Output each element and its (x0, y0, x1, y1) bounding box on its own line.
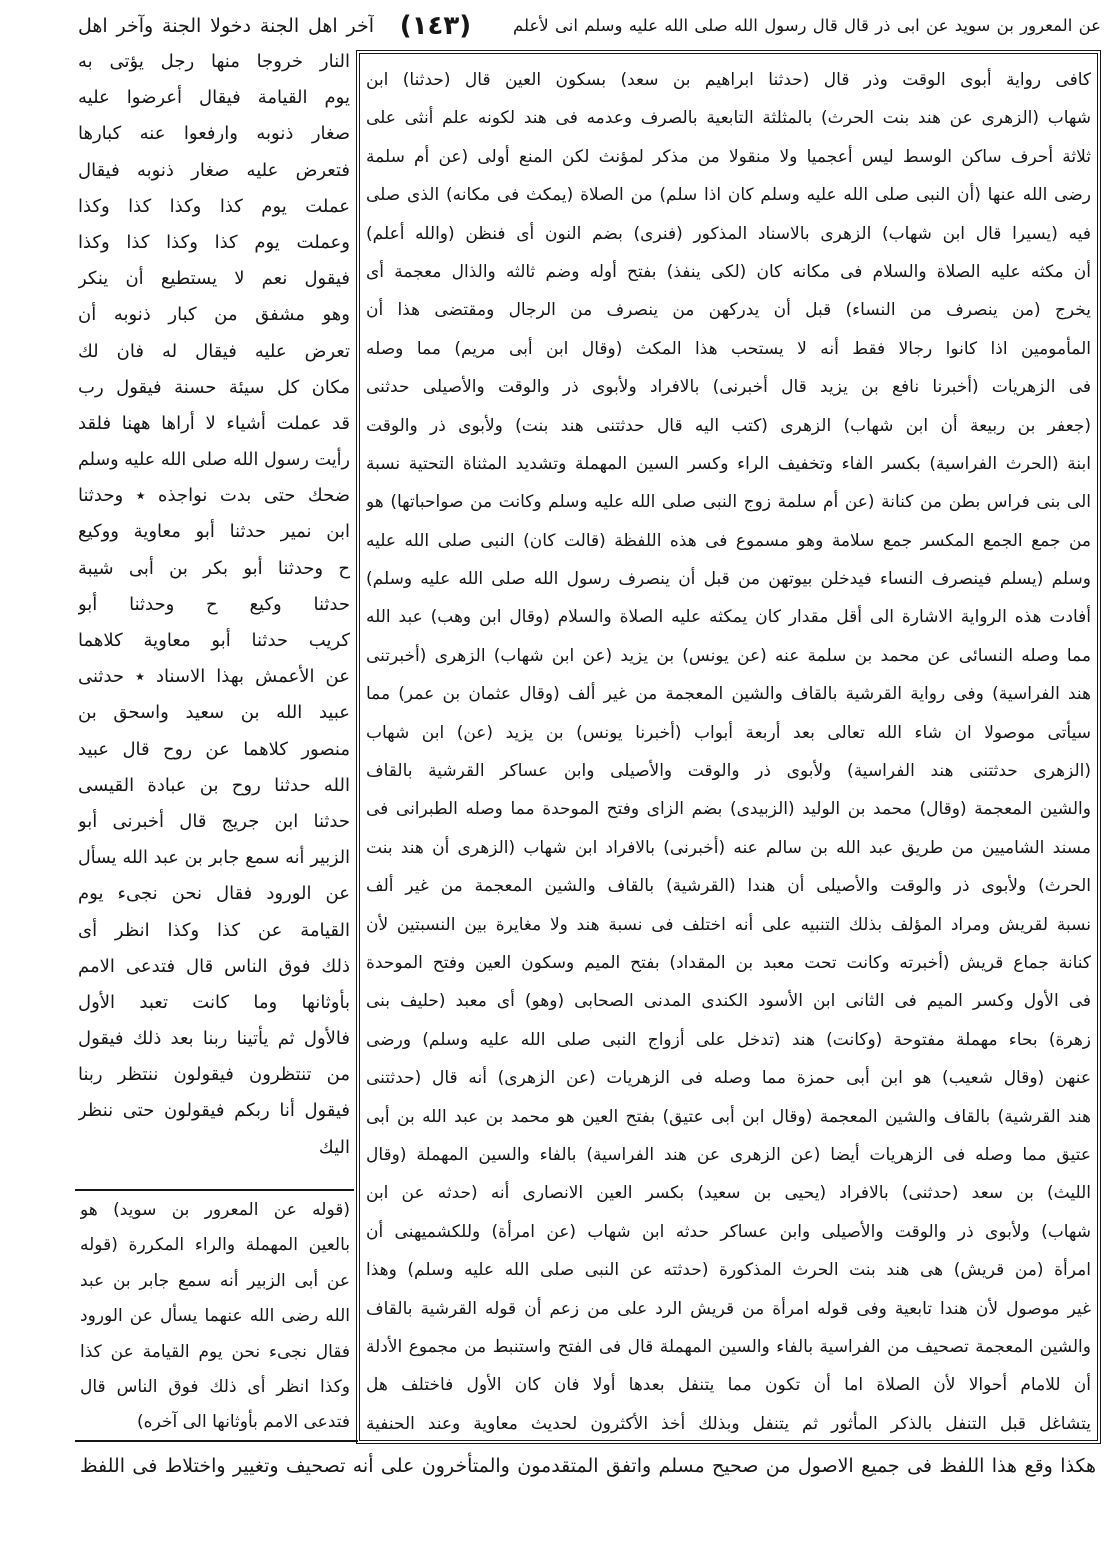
footnote-block (80, 1193, 350, 1441)
commentary-line: مما وصله النسائى عن محمد بن سلمة عنه (عن يونس) بن يزيد (عن ابن شهاب) الزهرى (أخبرتنى (366, 645, 1091, 666)
commentary-line: سيأتى موصولا ان شاء الله تعالى بعد أربعة أبواب (أخبرنا يونس) بن يزيد (عن) ابن شهاب (366, 722, 1091, 743)
hadith-line: اليك (318, 1136, 350, 1158)
commentary-line: والشين المعجمة (وقال) محمد بن الوليد (الزبيدى) بضم الزاى وفتح الموحدة مما وصله الطبرانى فى (366, 799, 1091, 820)
commentary-line: من جمع الجمع المكسر جمع سلامة وهو مسموع فى هذه اللفظة (قالت كان) النبى صلى الله عليه (366, 530, 1091, 551)
hadith-line: ضحك حتى بدت نواجذه ٭ وحدثنا (78, 485, 350, 507)
commentary-line: عتيق مما وصله فى الزهريات أيضا (عن الزهرى عن هند الفراسية) بالفاء والسين المهملة (وقال (366, 1144, 1091, 1165)
commentary-line: (الزهرى حدثتنى هند الفراسية) ولأبوى ذر والوقت والأصيلى وابن عساكر القرشية بالقاف (366, 761, 1091, 782)
commentary-line: يتشاغل قبل التنفل بالذكر المأثور ثم يتنفل وبذلك أخذ الأكثرون لحديث معاوية وعند الحنفية (366, 1413, 1091, 1434)
commentary-line: رضى الله عنها (أن النبى صلى الله عليه وسلم كان اذا سلم) من الصلاة (يمكث فى مكانه) الذى صلى (366, 185, 1091, 206)
footnote-line: فقال نجىء نحن يوم القيامة عن كذا (80, 1341, 350, 1362)
commentary-line: أن للامام أحوالا لأن الصلاة اما أن تكون مما يتنفل بعدها أولا فان كان الأول فاختلف هل (366, 1375, 1091, 1396)
header-hadith-continuation: آخر اهل الجنة دخولا الجنة وآخر اهل (78, 15, 374, 37)
footnote-line: الله رضى الله عنهما يسأل عن الورود (80, 1306, 350, 1327)
commentary-line: شهاب (الزهرى عن هند بنت الحرث) بالمثلثة التابعية بالصرف وعدمه فى هند لكونه علم أنثى على (366, 108, 1091, 129)
bottom-commentary-line: هكذا وقع هذا اللفظ فى جميع الاصول من صحيح مسلم واتفق المتقدمون والمتأخرون على أنه تصحيف وتغيير واختلاط فى اللفظ (80, 1455, 1096, 1477)
hadith-line: عملت يوم كذا وكذا كذا وكذا (78, 195, 350, 217)
commentary-line: كنانة جماع قريش (أخبرته وكانت تحت معبد بن المقداد) بفتح الميم وسكون العين وفتح الموحدة (366, 952, 1091, 973)
commentary-line: غير موصول لأن هندا تابعية وفى قوله امرأة من قريش الرد على من زعم أن قوله القرشية بالقاف (366, 1298, 1091, 1319)
hadith-line: قد عملت أشياء لا أراها ههنا فلقد (78, 412, 350, 434)
commentary-line: (جعفر بن ربيعة أن ابن شهاب) الزهرى (كتب اليه قال حدثتنى هند بنت) ولأبوى ذر والوقت (366, 415, 1091, 436)
commentary-line: الحرث) ولأبوى ذر والوقت والأصيلى أن هندا (القرشية) بالقاف والشين المعجمة من غير ألف (366, 876, 1091, 897)
commentary-line: الليث) بن سعد (حدثنى) بالافراد (يحيى بن سعيد) بكسر العين الانصارى أنه (حدثه عن ابن (366, 1183, 1091, 1204)
commentary-line: نسبة لقريش ومراد المؤلف بذلك التنبيه على أنه اختلف فى نسبة هند ولا مغايرة بين النسبتين لأن (366, 914, 1091, 935)
commentary-line: امرأة (من قريش) هى هند بنت الحرث المذكورة (حدثته عن النبى صلى الله عليه وسلم) وهذا (366, 1260, 1091, 1281)
commentary-line: المأمومين اذا كانوا رجالا فقط أنه لا يستحب هذا المكث (وقال ابن أبى مريم) مما وصله (366, 338, 1091, 359)
commentary-line: زهرة) بحاء مهملة مفتوحة (وكانت) هند (تدخل على أزواج النبى صلى الله عليه وسلم) ورضى (366, 1029, 1091, 1050)
commentary-line: هند القرشية) بالقاف والشين المعجمة (وقال ابن أبى عتيق) بفتح العين هو محمد بن عبد الله بن أبى (366, 1106, 1091, 1127)
hadith-line: كريب حدثنا أبو معاوية كلاهما (78, 630, 350, 651)
hadith-line: عن الورود فقال نحن نجىء يوم (78, 883, 350, 905)
hadith-line: الزبير أنه سمع جابر بن عبد الله يسأل (78, 848, 350, 869)
footnote-separator (75, 1189, 354, 1191)
commentary-line: هند الفراسية) وفى رواية القرشية بالقاف والشين المعجمة من غير ألف (وقال عثمان بن عمر) مما (366, 684, 1091, 705)
commentary-line: ثلاثة أحرف ساكن الوسط ليس أعجميا ولا منقولا من مذكر لمؤنث لكن المنع أولى (عن أم سلمة (366, 146, 1091, 167)
commentary-line: فى الزهريات (أخبرنا نافع بن يزيد قال أخبرنى) بالافراد ولأبوى ذر والوقت والأصيلى حدثنى (366, 377, 1091, 398)
commentary-line: ابنة (الحرث الفراسية) بكسر الفاء وتخفيف الراء وكسر السين المهملة وتشديد المثناة التحتية نسبة (366, 453, 1091, 474)
hadith-line: القيامة عن كذا وكذا انظر أى (78, 919, 350, 941)
commentary-line: وسلم (يسلم فينصرف النساء فيدخلن بيوتهن من قبل أن ينصرف رسول الله صلى الله عليه وسلم) (366, 569, 1091, 590)
commentary-line: أن مكثه عليه الصلاة والسلام فى مكانه كان (لكى ينفذ) بفتح أوله وضم ثالثه والذال معجمة أى (366, 261, 1091, 282)
commentary-box (356, 50, 1101, 1444)
page-number: (١٤٣) (399, 11, 472, 41)
commentary-line: عنهن (وقال شعيب) هو ابن أبى حمزة مما وصله فى الزهريات (عن الزهرى) أنه قال (حدثتنى (366, 1068, 1091, 1089)
commentary-line: والشين المعجمة تصحيف من الفراسية بالفاء والسين المهملة قال فى الفتح واستنبط من مجموع الأدلة (366, 1336, 1091, 1357)
hadith-line: فتعرض عليه صغار ذنوبه فيقال (78, 159, 350, 181)
commentary-line: كافى رواية أبوى الوقت وذر قال (حدثنا ابراهيم بن سعد) بسكون العين قال (حدثنا) ابن (366, 70, 1091, 90)
header-hadith-text: عن المعرور بن سويد عن ابى ذر قال قال رسول الله صلى الله عليه وسلم انى لأعلم (513, 16, 1101, 35)
footnote-line: (قوله عن المعرور بن سويد) هو (80, 1200, 350, 1220)
commentary-line: فى الأول وكسر الميم فى الثانى ابن الأسود الكندى المدنى الصحابى (وهو) أى معبد (حليف بنى (366, 991, 1091, 1012)
hadith-line: عبيد الله بن سعيد واسحق بن (78, 702, 350, 724)
footnote-line: وكذا انظر أى ذلك فوق الناس قال (80, 1376, 350, 1397)
hadith-line: وهو مشفق من كبار ذنوبه أن (78, 304, 350, 326)
footnote-line: فتدعى الامم بأوثانها الى آخره) (137, 1412, 350, 1433)
commentary-line: مسند الشاميين من طريق عبد الله بن سالم عنه (أخبرنى) بالافراد ابن شهاب (الزهرى أن هند بنت (366, 837, 1091, 858)
hadith-line: فالأول ثم يأتينا ربنا بعد ذلك فيقول (78, 1028, 350, 1050)
hadith-line: بأوثانها وما كانت تعبد الأول (78, 991, 350, 1013)
hadith-column (78, 44, 350, 1166)
hadith-line: النار خروجا منها رجل يؤتى به (78, 51, 350, 72)
commentary-line: يخرج (من ينصرف من النساء) قبل أن يدركهن من ينصرف من الرجال ومقتضى هذا أن (366, 300, 1091, 321)
hadith-line: رأيت رسول الله صلى الله عليه وسلم (78, 450, 350, 471)
bottom-rule (75, 1440, 358, 1442)
hadith-line: يوم القيامة فيقال أعرضوا عليه (78, 87, 350, 109)
hadith-line: صغار ذنوبه وارفعوا عنه كبارها (78, 123, 350, 145)
hadith-line: ابن نمير حدثنا أبو معاوية ووكيع (78, 521, 350, 543)
hadith-line: عن الأعمش بهذا الاسناد ٭ حدثنى (78, 666, 350, 688)
running-header (78, 6, 1101, 46)
commentary-text (366, 61, 1091, 1443)
hadith-line: تعرض عليه فيقال له فان لك (78, 340, 350, 362)
commentary-line: أفادت هذه الرواية الاشارة الى أقل مقدار كان يمكثه عليه الصلاة والسلام (وقال ابن وهب) عبد الله (366, 607, 1091, 628)
hadith-line: الله حدثنا روح بن عبادة القيسى (78, 774, 350, 796)
footnote-line: بالعين المهملة والراء المكررة (قوله (80, 1235, 350, 1256)
footnote-line: عن أبى الزبير أنه سمع جابر بن عبد (80, 1270, 350, 1291)
hadith-line: مكان كل سيئة حسنة فيقول رب (78, 376, 350, 398)
commentary-line: شهاب) ولأبوى ذر والوقت والأصيلى وابن عساكر حدثه ابن شهاب (عن امرأة) وللكشميهنى أن (366, 1221, 1091, 1242)
hadith-line: ذلك فوق الناس قال فتدعى الامم (78, 955, 350, 977)
hadith-line: حدثنا ابن جريج قال أخبرنى أبو (78, 810, 350, 832)
hadith-line: ح وحدثنا أبو بكر بن أبى شيبة (78, 557, 350, 579)
hadith-line: منصور كلاهما عن روح قال عبيد (78, 738, 350, 760)
hadith-line: فيقول أنا ربكم فيقولون حتى ننظر (78, 1100, 350, 1122)
commentary-line: الى بنى فراس بطن من كنانة (عن أم سلمة زوج النبى صلى الله عليه وسلم وكانت من صواحباتها) هو (366, 492, 1091, 513)
commentary-line: فيه (يسيرا قال ابن شهاب) الزهرى بالاسناد المذكور (فنرى) بضم النون أى فنظن (والله أعلم) (366, 223, 1091, 244)
hadith-line: حدثنا وكيع ح وحدثنا أبو (78, 593, 350, 615)
hadith-line: وعملت يوم كذا وكذا كذا وكذا (78, 231, 350, 253)
hadith-line: من تنتظرون فيقولون ننتظر ربنا (78, 1064, 350, 1086)
hadith-line: فيقول نعم لا يستطيع أن ينكر (78, 268, 350, 290)
